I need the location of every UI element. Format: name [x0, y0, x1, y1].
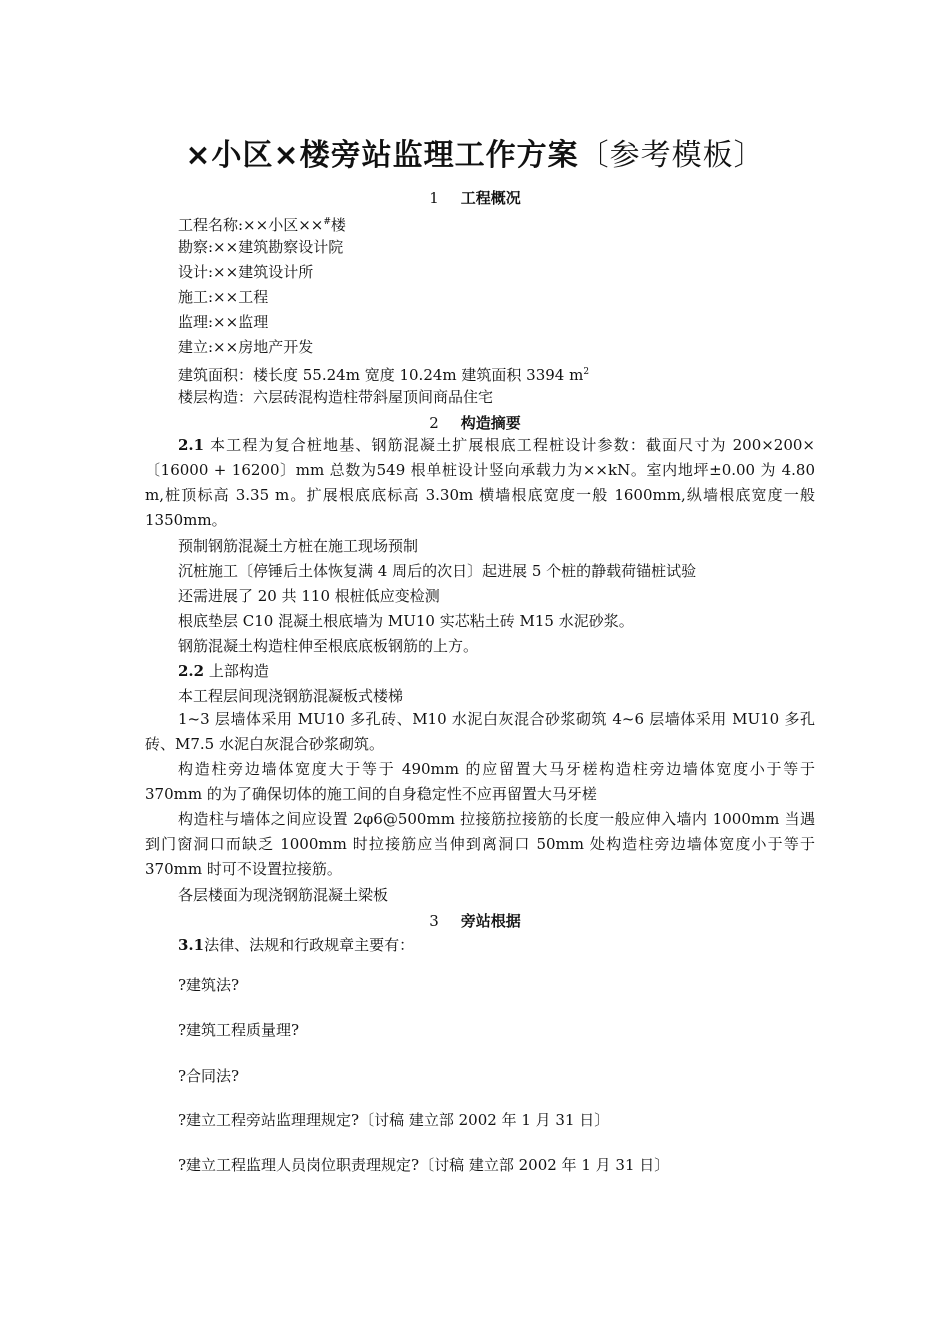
- section-number: 3: [429, 912, 439, 930]
- paragraph-3-1: 3.1法律、法规和行政规章主要有：: [178, 936, 415, 954]
- text-line: 还需进展了 20 共 110 根桩低应变检测: [178, 587, 440, 605]
- document-title: [0, 130, 950, 174]
- title-main: ×小区×楼旁站监理工作方案: [185, 138, 579, 173]
- paragraph-columns-2: 构造柱与墙体之间应设置 2φ6@500mm 拉接筋拉接筋的长度一般应伸入墙内 1000mm 当遇到门窗洞口而缺乏 1000mm 时拉接筋应当伸到离洞口 50mm 处构造柱旁边墙体宽度小于等于 370mm 时可不设置拉接筋。: [145, 810, 815, 878]
- section-1-heading: [0, 187, 950, 208]
- list-item: ?合同法?: [178, 1067, 240, 1085]
- info-line-structure: 楼层构造：六层砖混构造柱带斜屋顶间商品住宅: [178, 388, 494, 406]
- section-number: 1: [429, 189, 439, 207]
- list-item: ?建筑法?: [178, 976, 240, 994]
- title-suffix: 〔参考模板〕: [578, 138, 765, 173]
- paragraph-2-1: 2.1 本工程为复合桩地基、钢筋混凝土扩展根底工程桩设计参数：截面尺寸为 200×200×〔16000 + 16200〕mm 总数为549 根单桩设计竖向承载力为××kN。室内地坪±0.00 为 4.80 m,桩顶标高 3.35 m。扩展根底底标高 3.30m 横墙根底宽度一般 1600mm,纵墙根底宽度一般 1350mm。: [145, 436, 815, 529]
- section-3-heading: [0, 910, 950, 931]
- text-line: 沉桩施工〔停锤后土体恢复满 4 周后的次日〕起进展 5 个桩的静载荷锚桩试验: [178, 562, 697, 580]
- text-line: 钢筋混凝土构造柱伸至根底底板钢筋的上方。: [178, 637, 479, 655]
- list-item: ?建立工程监理人员岗位职责理规定?〔讨稿 建立部 2002 年 1 月 31 日〕: [178, 1156, 670, 1174]
- info-line-design: 设计:××建筑设计所: [178, 263, 314, 281]
- info-line-construction: 施工:××工程: [178, 288, 269, 306]
- section-number: 2: [429, 414, 439, 432]
- paragraph-columns-1: 构造柱旁边墙体宽度大于等于 490mm 的应留置大马牙槎构造柱旁边墙体宽度小于等于 370mm 的为了确保切体的施工间的自身稳定性不应再留置大马牙槎: [145, 760, 815, 803]
- section-title: 旁站根据: [460, 912, 521, 930]
- text-line: 本工程层间现浇钢筋混凝板式楼梯: [178, 687, 404, 705]
- list-item: ?建立工程旁站监理理规定?〔讨稿 建立部 2002 年 1 月 31 日〕: [178, 1111, 610, 1129]
- info-line-area: 建筑面积：楼长度 55.24m 宽度 10.24m 建筑面积 3394 $m^2$: [178, 366, 590, 384]
- section-2-heading: [0, 412, 950, 433]
- text-line: 各层楼面为现浇钢筋混凝土梁板: [178, 886, 389, 904]
- text-line: 预制钢筋混凝土方桩在施工现场预制: [178, 537, 419, 555]
- subheading-2-2: 2.2 上部构造: [178, 662, 269, 680]
- section-title: 构造摘要: [460, 414, 521, 432]
- info-line-project-name: 工程名称:××小区××#楼: [178, 216, 346, 234]
- info-line-survey: 勘察:××建筑勘察设计院: [178, 238, 344, 256]
- section-title: 工程概况: [460, 189, 521, 207]
- list-item: ?建筑工程质量理?: [178, 1021, 300, 1039]
- info-line-developer: 建立:××房地产开发: [178, 338, 314, 356]
- info-line-supervision: 监理:××监理: [178, 313, 269, 331]
- paragraph-walls: 1~3 层墙体采用 MU10 多孔砖、M10 水泥白灰混合砂浆砌筑 4~6 层墙体采用 MU10 多孔砖、M7.5 水泥白灰混合砂浆砌筑。: [145, 710, 815, 753]
- text-line: 根底垫层 C10 混凝土根底墙为 MU10 实芯粘土砖 M15 水泥砂浆。: [178, 612, 634, 630]
